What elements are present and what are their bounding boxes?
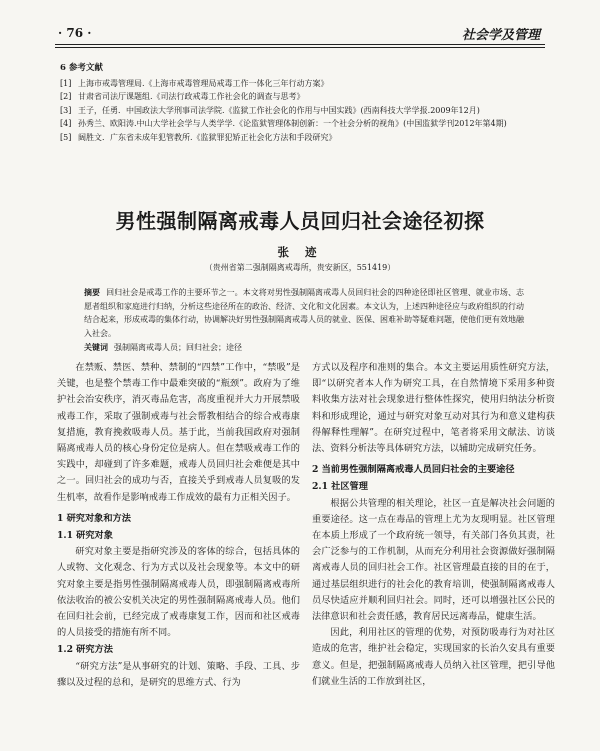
abstract-block: [84, 286, 524, 355]
reference-item: [60, 90, 550, 104]
references-title: 6 参考文献: [60, 63, 103, 73]
body-paragraph: 研究对象主要是指研究涉及的客体的综合，包括具体的人或物、文化观念、行为方式以及社会现象等。本文中的研究对象主要是指男性强制隔离戒毒人员，即强制隔离戒毒所依法收治的被公安机关决定的男性强制隔离戒毒人员。他们在回归社会前，已经完成了戒毒康复工作，因而和社区戒毒的人员接受的措施有所不同。: [57, 546, 300, 639]
left-column: [57, 360, 300, 691]
intro-paragraph: 在禁贩、禁医、禁种、禁制的“四禁”工作中，“禁吸”是关键，也是整个禁毒工作中最难突破的“瓶颈”。政府为了维护社会治安秩序，消灭毒品危害，高度重视并大力开展禁吸戒毒工作，采取了强制戒毒与社会帮教相结合的综合戒毒康复措施，教育挽救吸毒人员。基于此，当前我国政府对强制隔离戒毒人员的核心身份定位是病人。但在禁吸戒毒工作的实践中，却碰到了许多难题，戒毒人员回归社会难便是其中之一。回归社会的成功与否，直接关乎到戒毒人员复吸的发生机率，故看作是影响戒毒工作成效的最有力正相关因子。: [57, 362, 300, 503]
page-number: · 76 ·: [58, 26, 92, 40]
right-column: [312, 360, 555, 690]
references-section: [60, 62, 550, 144]
reference-label: [1]: [60, 78, 72, 88]
reference-text: 孙秀兰、欧阳涛.中山大学社会学与人类学学.《论监狱管理体制创新：一个社会分析的视角》(中国监狱学刊2012年第4期): [78, 119, 507, 128]
body-paragraph: “研究方法”是从事研究的计划、策略、手段、工具、步骤以及过程的总和，是研究的思维方式、行为: [57, 660, 300, 688]
reference-label: [4]: [60, 119, 72, 128]
header-rule: [55, 44, 545, 45]
article-title: 男性强制隔离戒毒人员回归社会途径初探: [115, 209, 485, 233]
keywords: [84, 341, 524, 355]
body-paragraph: 因此，利用社区的管理的优势，对预防吸毒行为对社区造成的危害，维护社会稳定，实现国家的长治久安具有重要意义。但是，把强制隔离戒毒人员纳入社区管理，把引导他们就业生活的工作放到社区，: [312, 627, 555, 687]
body-paragraph: 方式以及程序和准则的集合。本文主要运用质性研究方法，即“以研究者本人作为研究工具，在自然情境下采用多种资料收集方法对社会现象进行整体性探究，使用归纳法分析资料和形成理论，通过与研究对象互动对其行为和意义建构获得解释性理解”。在研究过程中，笔者将采用文献法、访谈法、资料分析法等具体研究方法，以辅助完成研究任务。: [312, 362, 555, 455]
reference-text: 甘肃省司法厅课题组.《司法行政戒毒工作社会化的调查与思考》: [78, 92, 305, 101]
section-heading: 2 当前男性强制隔离戒毒人员回归社会的主要途径: [312, 464, 515, 476]
subsection-heading: 1.2 研究方法: [57, 644, 113, 656]
abstract: [84, 286, 524, 340]
reference-text: 王子，任勇．中国政法大学刑事司法学院.《监狱工作社会化的作用与中国实践》(西南科技大学学报.2009年12月): [78, 105, 480, 115]
reference-label: [2]: [60, 92, 72, 101]
abstract-label: 摘要: [84, 287, 101, 297]
reference-item: [60, 77, 550, 91]
reference-label: [3]: [60, 105, 72, 115]
reference-item: [60, 131, 550, 145]
article-author: 张 迹: [277, 245, 323, 259]
keywords-text: 强制隔离戒毒人员；回归社会；途径: [114, 343, 242, 352]
subsection-heading: 2.1 社区管理: [312, 481, 368, 493]
header-rule-thin: [55, 47, 545, 48]
reference-label: [5]: [60, 132, 72, 142]
abstract-text: 回归社会是戒毒工作的主要环节之一。本文将对男性强制隔离戒毒人员回归社会的四种途径即社区管理、就业市场、志愿者组织和家庭进行归纳，分析这些途径所在的政治、经济、文化和文化因素。本文认为，上述四种途径应与政府组织的行动结合起来，形成戒毒的集体行动，协调解决好男性强制隔离戒毒人员的就业、医保、困难补助等疑难问题，使他们更有效地融入社会。: [84, 288, 524, 338]
reference-text: 阔胜文．广东省未成年犯管教所.《监狱罪犯矫正社会化方法和手段研究》: [78, 132, 337, 142]
reference-text: 上海市戒毒管理局.《上海市戒毒管理局戒毒工作一体化三年行动方案》: [78, 78, 329, 88]
reference-item: [60, 117, 550, 131]
keywords-label: 关键词: [84, 342, 108, 352]
body-paragraph: 根据公共管理的相关理论，社区一直是解决社会问题的重要途径。这一点在毒品的管理上尤为友现明显。社区管理在本质上形成了一个政府统一领导，有关部门各负其责，社会广泛参与的工作机制，从而充分利用社会资源做好强制隔离戒毒人员的回归社会工作。社区管理最直接的目的在于，通过基层组织进行的社会化的教育培训，使强制隔离戒毒人员尽快适应并顺利回归社会。同时，还可以增强社区公民的法律意识和社会责任感，教育居民远离毒品，健康生活。: [312, 497, 555, 623]
subsection-heading: 1.1 研究对象: [57, 530, 113, 542]
author-affiliation: （贵州省第二强制隔离戒毒所，贵安新区，551419）: [204, 263, 396, 272]
section-heading: 1 研究对象和方法: [57, 512, 131, 524]
journal-name: 社会学及管理: [461, 28, 540, 43]
reference-item: [60, 104, 550, 118]
